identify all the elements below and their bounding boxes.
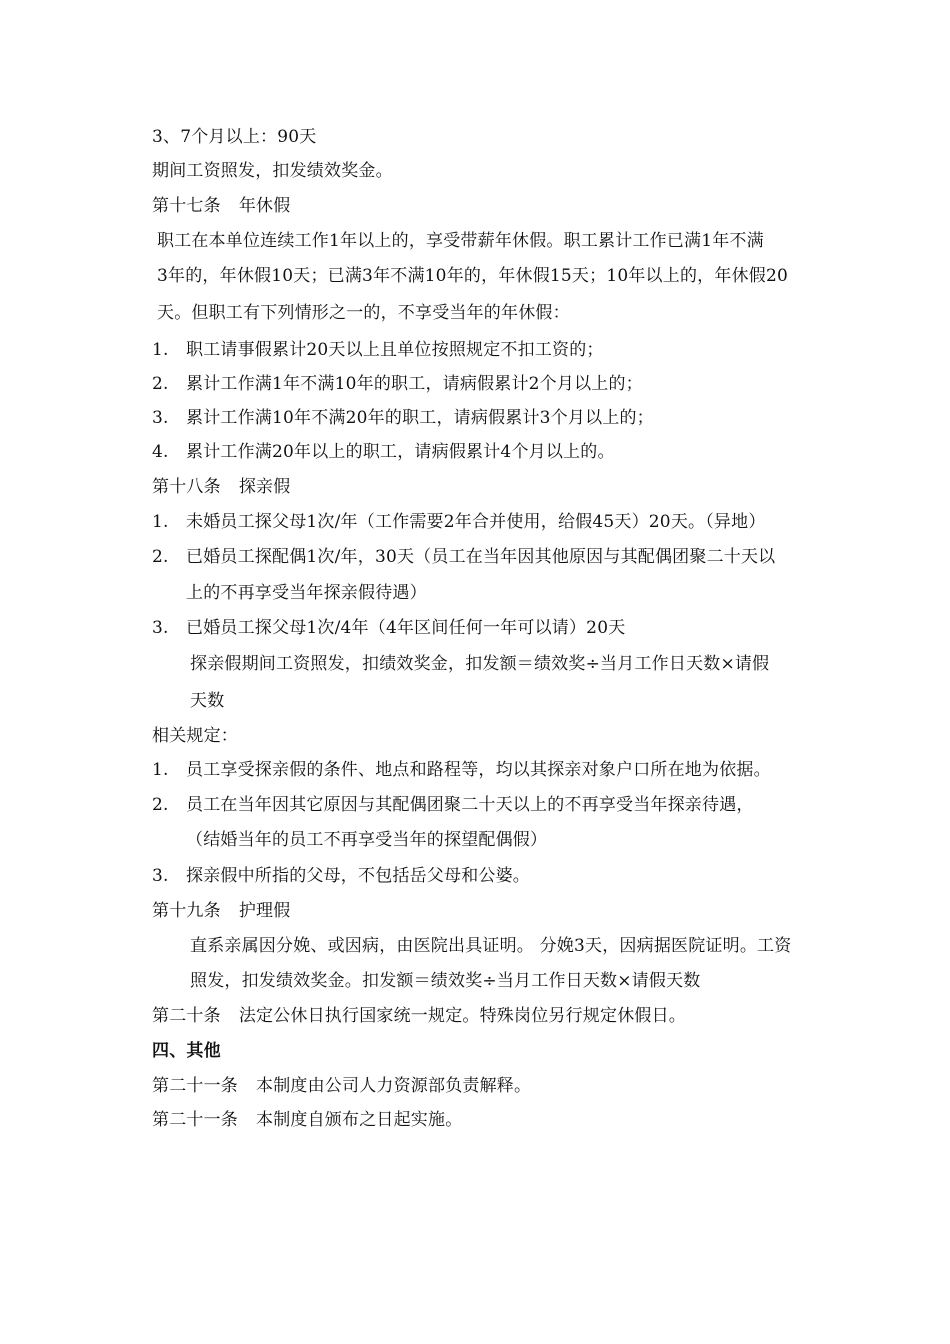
list-number: 4. [152,442,169,462]
paragraph-line: 天。但职工有下列情形之一的，不享受当年的年休假： [157,303,570,323]
article-heading [152,1005,686,1027]
article-title: 年休假 [238,196,291,216]
paragraph-line: 3年的，年休假10天；已满3年不满10年的，年休假15天；10年以上的，年休假20 [157,266,788,286]
article-number: 第二十条 [152,1006,221,1026]
article-text: 法定公休日执行国家统一规定。特殊岗位另行规定休假日。 [238,1006,687,1026]
list-item [152,865,530,887]
list-text: 已婚员工探配偶1次/年，30天（员工在当年因其他原因与其配偶团聚二十天以 [186,547,776,567]
list-number: 3. [152,408,169,428]
list-text: 职工请事假累计20天以上且单位按照规定不扣工资的； [186,340,604,360]
text-line: 期间工资照发，扣发绩效奖金。 [152,161,393,181]
paragraph-line: 探亲假期间工资照发，扣绩效奖金，扣发额＝绩效奖÷当月工作日天数×请假 [190,654,770,674]
list-item [152,794,754,816]
article-number: 第二十一条 [152,1076,238,1096]
list-number: 1. [152,760,169,780]
list-number: 2. [152,374,169,394]
article-heading [152,195,290,217]
list-number: 3. [152,866,169,886]
list-number: 2. [152,547,169,567]
article-number: 第二十一条 [152,1110,238,1130]
list-number: 1. [152,340,169,360]
article-heading [152,900,290,922]
list-text: 已婚员工探父母1次/4年（4年区间任何一年可以请）20天 [186,618,626,638]
article-text: 本制度由公司人力资源部负责解释。 [256,1076,532,1096]
paragraph-line: 直系亲属因分娩、或因病，由医院出具证明。 分娩3天，因病据医院证明。工资 [190,936,792,956]
list-text: 累计工作满1年不满10年的职工，请病假累计2个月以上的； [186,374,643,394]
paragraph-line: 职工在本单位连续工作1年以上的，享受带薪年休假。职工累计工作已满1年不满 [157,231,764,251]
list-text: 员工在当年因其它原因与其配偶团聚二十天以上的不再享受当年探亲待遇， [186,795,754,815]
article-number: 第十七条 [152,196,221,216]
section-label: 相关规定： [152,726,238,746]
list-item [152,339,604,361]
article-number: 第十八条 [152,477,221,497]
list-item [152,373,643,395]
list-number: 2. [152,795,169,815]
list-text: 累计工作满20年以上的职工，请病假累计4个月以上的。 [186,442,615,462]
list-text: 累计工作满10年不满20年的职工，请病假累计3个月以上的； [186,408,654,428]
list-number: 3. [152,618,169,638]
article-title: 探亲假 [238,477,291,497]
text-line: 3、7个月以上：90天 [152,127,317,147]
list-item [152,617,625,639]
article-number: 第十九条 [152,901,221,921]
list-number: 1. [152,512,169,532]
article-heading [152,1109,462,1131]
article-title: 护理假 [238,901,291,921]
section-heading: 四、其他 [152,1041,221,1061]
paragraph-line: 天数 [190,691,225,711]
paragraph-line: 照发，扣发绩效奖金。扣发额＝绩效奖÷当月工作日天数×请假天数 [190,971,701,991]
list-item [152,759,771,781]
article-heading [152,476,290,498]
list-item [152,546,775,568]
list-text: 探亲假中所指的父母，不包括岳父母和公婆。 [186,866,530,886]
list-text: 未婚员工探父母1次/年（工作需要2年合并使用，给假45天）20天。（异地） [186,512,766,532]
list-continuation: 上的不再享受当年探亲假待遇） [186,583,427,603]
list-item [152,511,766,533]
article-text: 本制度自颁布之日起实施。 [256,1110,463,1130]
list-text: 员工享受探亲假的条件、地点和路程等，均以其探亲对象户口所在地为依据。 [186,760,771,780]
list-item [152,441,615,463]
list-item [152,407,654,429]
list-continuation: （结婚当年的员工不再享受当年的探望配偶假） [186,830,548,850]
article-heading [152,1075,531,1097]
